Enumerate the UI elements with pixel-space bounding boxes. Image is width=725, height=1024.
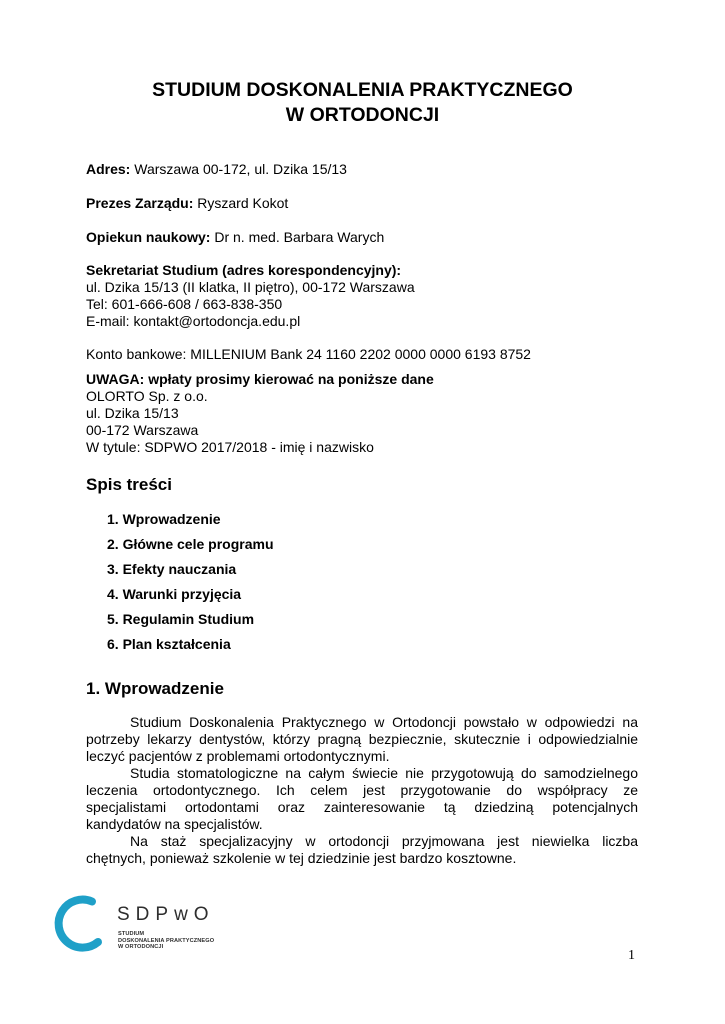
paragraph-line: Na staż specjalizacyjny w ortodoncji przyjmowana jest niewielka liczba [130, 833, 638, 849]
secretariat-email: E-mail: kontakt@ortodoncja.edu.pl [86, 313, 301, 329]
notice-title: W tytule: SDPWO 2017/2018 - imię i nazwisko [86, 439, 374, 455]
toc-item: 4. Warunki przyjęcia [107, 586, 242, 602]
secretariat-phone: Tel: 601-666-608 / 663-838-350 [86, 296, 283, 312]
intro-paragraph-1 [86, 714, 638, 765]
supervisor-label: Opiekun naukowy: [86, 229, 211, 245]
toc-item: 6. Plan kształcenia [107, 636, 231, 652]
president-label: Prezes Zarządu: [86, 195, 194, 211]
address-label: Adres: [86, 161, 131, 177]
logo-subtitle [118, 931, 214, 951]
toc-item: 3. Efekty nauczania [107, 561, 237, 577]
toc-item: 1. Wprowadzenie [107, 511, 221, 527]
document-title-line1: STUDIUM DOSKONALENIA PRAKTYCZNEGO [152, 79, 573, 101]
supervisor-value: Dr n. med. Barbara Warych [210, 229, 385, 245]
logo-subtitle-line: DOSKONALENIA PRAKTYCZNEGO [118, 937, 215, 944]
toc-item: 2. Główne cele programu [107, 536, 274, 552]
intro-paragraph-3 [86, 833, 638, 867]
paragraph-line: Studia stomatologiczne na całym świecie nie przygotowują do samodzielnego [130, 765, 638, 781]
toc-heading: Spis treści [86, 475, 172, 494]
document-title-line2: W ORTODONCJI [285, 104, 440, 126]
paragraph-line: leczenia ortodontycznego. Ich celem jest przygotowanie do współpracy ze [86, 782, 638, 798]
paragraph-line: kandydatów na specjalistów. [86, 816, 263, 832]
section-heading-introduction: 1. Wprowadzenie [86, 679, 224, 698]
president-value: Ryszard Kokot [193, 195, 289, 211]
toc-item: 5. Regulamin Studium [107, 611, 255, 627]
address-line [86, 161, 347, 178]
logo-wordmark: SDPwO [117, 904, 215, 925]
notice-label: UWAGA: wpłaty prosimy kierować na poniższe dane [86, 371, 434, 387]
paragraph-line: potrzeby lekarzy dentystów, którzy pragną bezpiecznie, skutecznie i odpowiedzialnie [86, 731, 638, 747]
paragraph-line: leczyć pacjentów z problemami ortodontycznymi. [86, 748, 390, 764]
logo-subtitle-line: STUDIUM [118, 931, 145, 937]
president-line [86, 195, 288, 212]
secretariat-address: ul. Dzika 15/13 (II klatka, II piętro), 00-172 Warszawa [86, 279, 415, 295]
sdpwo-logo [52, 893, 227, 959]
address-value: Warszawa 00-172, ul. Dzika 15/13 [130, 161, 347, 177]
page-number: 1 [628, 948, 635, 963]
notice-city: 00-172 Warszawa [86, 422, 199, 438]
intro-paragraph-2 [86, 765, 638, 833]
notice-company: OLORTO Sp. z o.o. [86, 388, 208, 404]
secretariat-label: Sekretariat Studium (adres korespondencyjny): [86, 262, 402, 278]
notice-street: ul. Dzika 15/13 [86, 405, 179, 421]
paragraph-line: chętnych, ponieważ szkolenie w tej dziedzinie jest bardzo kosztowne. [86, 850, 517, 866]
bank-account: Konto bankowe: MILLENIUM Bank 24 1160 2202 0000 0000 6193 8752 [86, 346, 531, 362]
supervisor-line [86, 229, 384, 246]
logo-subtitle-line: W ORTODONCJI [118, 944, 164, 951]
logo-ring-icon [52, 893, 116, 959]
paragraph-line: Studium Doskonalenia Praktycznego w Ortodoncji powstało w odpowiedzi na [130, 714, 638, 730]
paragraph-line: specjalistami ortodontami oraz zainteresowanie tą dziedziną potencjalnych [86, 799, 638, 815]
